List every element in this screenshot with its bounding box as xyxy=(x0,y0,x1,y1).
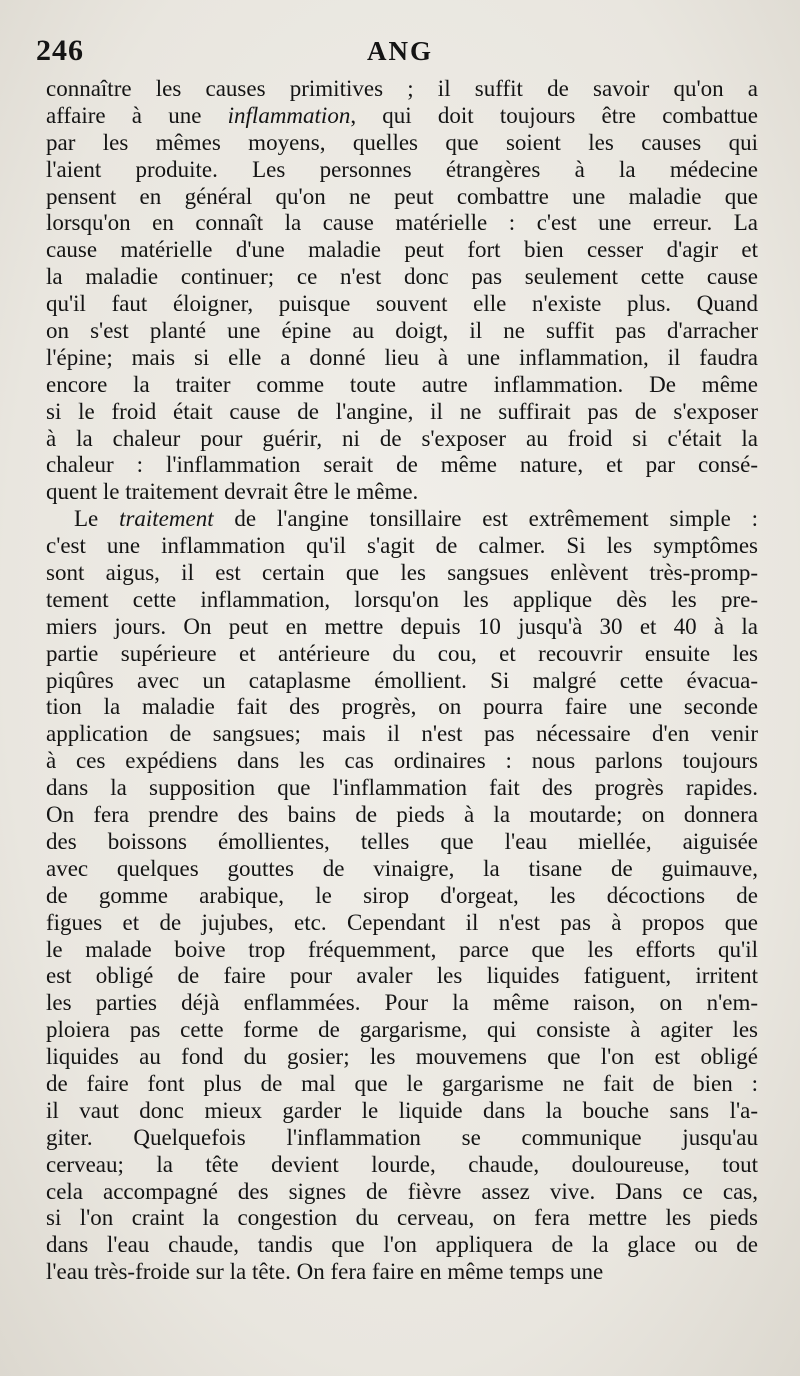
page-number: 246 xyxy=(36,34,84,67)
text-segment: , qui doit toujours être combattue xyxy=(350,102,758,128)
text-line: piqûres avec un cataplasme émollient. Si malgré cette évacua- xyxy=(46,667,758,693)
text-line: l'épine; mais si elle a donné lieu à une inflammation, il faudra xyxy=(46,344,758,370)
text-line: est obligé de faire pour avaler les liquides fatiguent, irritent xyxy=(46,963,758,989)
text-line xyxy=(46,506,758,533)
text-line: tement cette inflammation, lorsqu'on les applique dès les pre- xyxy=(46,586,758,612)
text-line: lorsqu'on en connaît la cause matérielle : c'est une erreur. La xyxy=(46,210,758,236)
text-line: chaleur : l'inflammation serait de même nature, et par consé- xyxy=(46,452,758,478)
text-line: il vaut donc mieux garder le liquide dans la bouche sans l'a- xyxy=(46,1097,758,1123)
text-line: le malade boive trop fréquemment, parce que les efforts qu'il xyxy=(46,936,758,962)
text-line: à ces expédiens dans les cas ordinaires : nous parlons toujours xyxy=(46,748,758,774)
text-line: encore la traiter comme toute autre inflammation. De même xyxy=(46,371,758,397)
text-line: l'aient produite. Les personnes étrangères à la médecine xyxy=(46,156,758,182)
text-line: ploiera pas cette forme de gargarisme, qui consiste à agiter les xyxy=(46,1017,758,1043)
text-line: cerveau; la tête devient lourde, chaude, douloureuse, tout xyxy=(46,1151,758,1177)
text-line: connaître les causes primitives ; il suffit de savoir qu'on a xyxy=(46,76,758,101)
text-segment: de l'angine tonsillaire est extrêmement simple : xyxy=(213,506,758,532)
text-line: partie supérieure et antérieure du cou, et recouvrir ensuite les xyxy=(46,640,758,666)
text-line: avec quelques gouttes de vinaigre, la tisane de guimauve, xyxy=(46,855,758,881)
page-header xyxy=(36,34,764,78)
text-line: liquides au fond du gosier; les mouvemens que l'on est obligé xyxy=(46,1044,758,1070)
text-line: giter. Quelquefois l'inflammation se communique jusqu'au xyxy=(46,1124,758,1150)
text-line: l'eau très-froide sur la tête. On fera faire en même temps une xyxy=(46,1259,604,1285)
text-line: dans la supposition que l'inflammation fait des progrès rapides. xyxy=(46,775,758,801)
text-line: application de sangsues; mais il n'est pas nécessaire d'en venir xyxy=(46,721,758,747)
running-head: ANG xyxy=(367,36,433,66)
text-segment: affaire à une xyxy=(46,102,228,128)
text-line: par les mêmes moyens, quelles que soient les causes qui xyxy=(46,129,758,155)
text-line: qu'il faut éloigner, puisque souvent elle n'existe plus. Quand xyxy=(46,291,758,317)
text-line: On fera prendre des bains de pieds à la moutarde; on donnera xyxy=(46,802,758,828)
text-segment: Le xyxy=(74,506,120,532)
text-line: de gomme arabique, le sirop d'orgeat, les décoctions de xyxy=(46,882,758,908)
text-line: c'est une inflammation qu'il s'agit de calmer. Si les symptômes xyxy=(46,533,758,559)
text-line: sont aigus, il est certain que les sangsues enlèvent très-promp- xyxy=(46,560,758,586)
text-line: cause matérielle d'une maladie peut fort bien cesser d'agir et xyxy=(46,237,758,263)
text-line: cela accompagné des signes de fièvre assez vive. Dans ce cas, xyxy=(46,1178,758,1204)
italic-term: traitement xyxy=(119,506,214,532)
text-line xyxy=(46,103,758,130)
text-line: quent le traitement devrait être le même. xyxy=(46,479,419,505)
body-text xyxy=(46,76,758,1286)
text-line: dans l'eau chaude, tandis que l'on appliquera de la glace ou de xyxy=(46,1232,758,1258)
text-line: figues et de jujubes, etc. Cependant il n'est pas à propos que xyxy=(46,909,758,935)
text-line: miers jours. On peut en mettre depuis 10 jusqu'à 30 et 40 à la xyxy=(46,613,758,639)
text-line: pensent en général qu'on ne peut combattre une maladie que xyxy=(46,183,758,209)
text-line: on s'est planté une épine au doigt, il ne suffit pas d'arracher xyxy=(46,318,758,344)
text-line: la maladie continuer; ce n'est donc pas seulement cette cause xyxy=(46,264,758,290)
text-line: à la chaleur pour guérir, ni de s'exposer au froid si c'était la xyxy=(46,425,758,451)
text-line: si l'on craint la congestion du cerveau, on fera mettre les pieds xyxy=(46,1205,758,1231)
text-line: les parties déjà enflammées. Pour la même raison, on n'em- xyxy=(46,990,758,1016)
text-line: tion la maladie fait des progrès, on pourra faire une seconde xyxy=(46,694,758,720)
text-line: des boissons émollientes, telles que l'eau miellée, aiguisée xyxy=(46,828,758,854)
text-line: de faire font plus de mal que le gargarisme ne fait de bien : xyxy=(46,1070,758,1096)
text-line: si le froid était cause de l'angine, il ne suffirait pas de s'exposer xyxy=(46,398,758,424)
italic-term: inflammation xyxy=(227,102,351,128)
